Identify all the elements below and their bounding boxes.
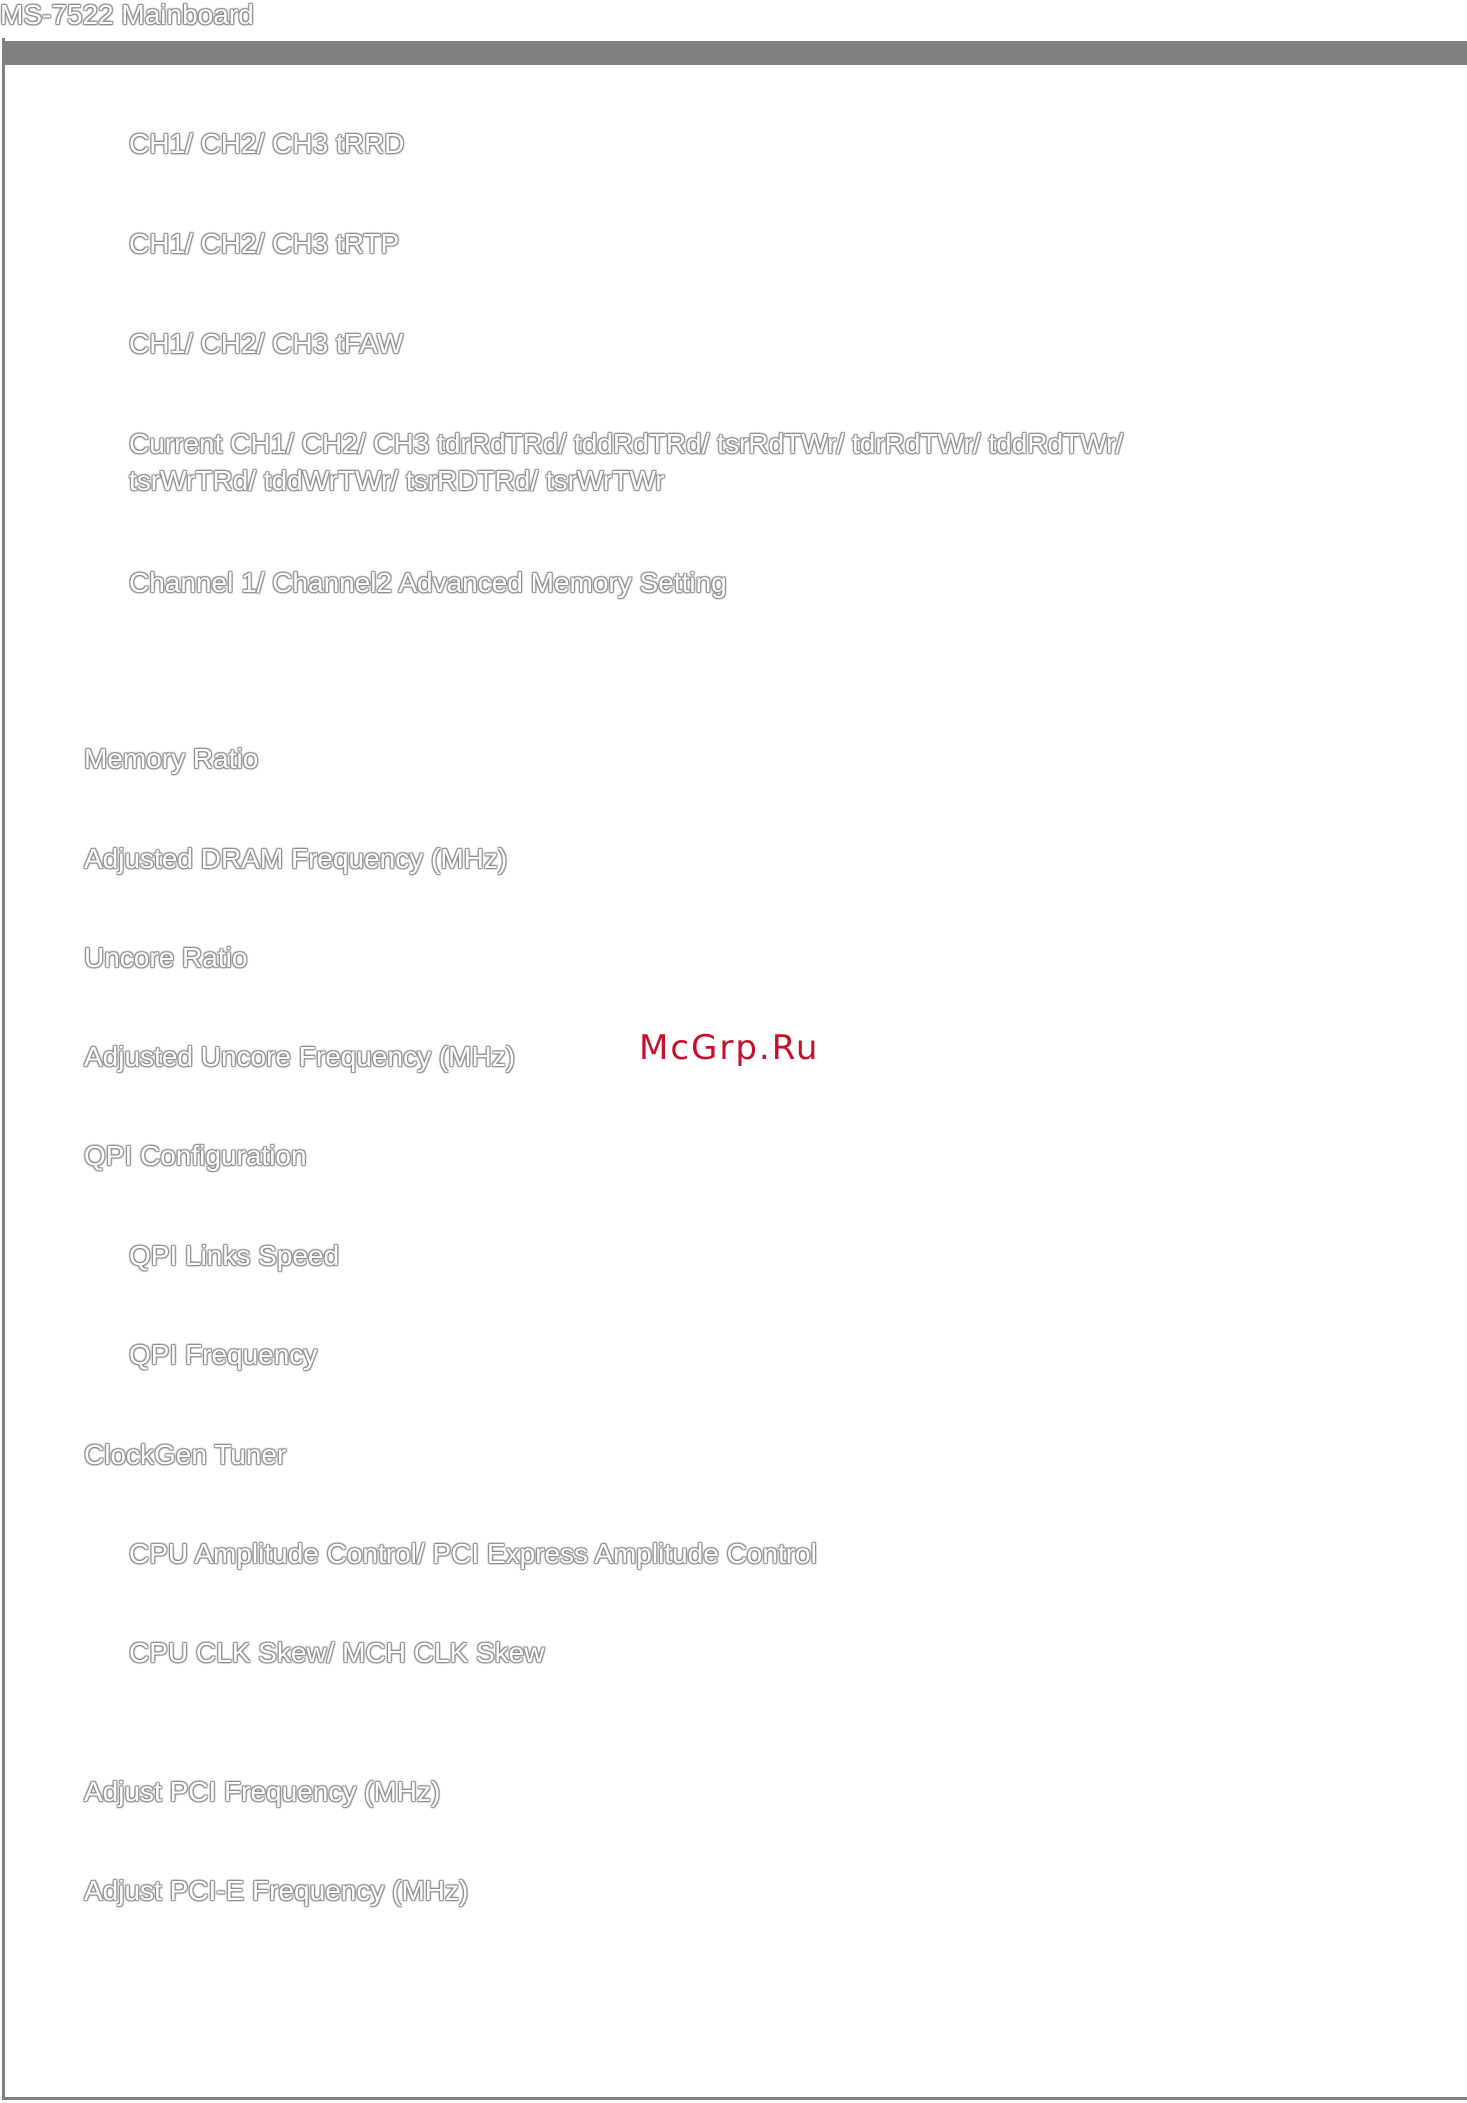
item-ch-tfaw: CH1/ CH2/ CH3 tFAW [129, 328, 404, 359]
item-clockgen-tuner: ClockGen Tuner [84, 1439, 287, 1470]
item-channel-advanced-memory: Channel 1/ Channel2 Advanced Memory Setting [129, 567, 727, 598]
item-ch-trrd: CH1/ CH2/ CH3 tRRD [129, 128, 405, 159]
item-qpi-links-speed: QPI Links Speed [129, 1240, 340, 1271]
page-frame-bottom-border [2, 2097, 1467, 2100]
item-qpi-configuration: QPI Configuration [84, 1140, 307, 1171]
item-current-timings-line2: tsrWrTRd/ tddWrTWr/ tsrRDTRd/ tsrWrTWr [129, 465, 665, 496]
item-adjust-pcie-frequency: Adjust PCI-E Frequency (MHz) [84, 1875, 469, 1906]
item-memory-ratio: Memory Ratio [84, 743, 259, 774]
page-frame-left-border [2, 38, 5, 2100]
item-uncore-ratio: Uncore Ratio [84, 942, 248, 973]
item-adjust-pci-frequency: Adjust PCI Frequency (MHz) [84, 1776, 441, 1807]
page-header-title: MS-7522 Mainboard [0, 0, 254, 30]
item-adjusted-dram-frequency: Adjusted DRAM Frequency (MHz) [84, 843, 508, 874]
item-adjusted-uncore-frequency: Adjusted Uncore Frequency (MHz) [84, 1041, 516, 1072]
item-cpu-pcie-amplitude-control: CPU Amplitude Control/ PCI Express Amplitude Control [129, 1538, 817, 1569]
item-current-timings-line1: Current CH1/ CH2/ CH3 tdrRdTRd/ tddRdTRd/ tsrRdTWr/ tdrRdTWr/ tddRdTWr/ [129, 428, 1124, 459]
item-cpu-mch-clk-skew: CPU CLK Skew/ MCH CLK Skew [129, 1637, 545, 1668]
header-bar [2, 41, 1467, 65]
item-qpi-frequency: QPI Frequency [129, 1339, 318, 1370]
item-ch-trtp: CH1/ CH2/ CH3 tRTP [129, 228, 400, 259]
watermark-text: McGrp.Ru [639, 1028, 820, 1068]
